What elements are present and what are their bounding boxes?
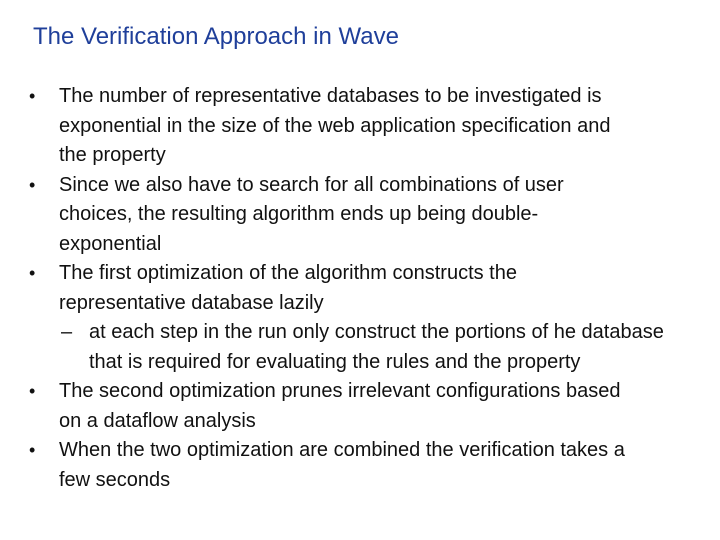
bullet-item [0,82,640,171]
sub-bullet-text: at each step in the run only construct the portions of he database that is required for evaluating the rules and the property [89,321,664,373]
bullet-item [0,436,640,495]
sub-bullet-item [0,318,690,377]
bullet-text: The second optimization prunes irrelevant configurations based on a dataflow analysis [59,380,621,432]
bullet-marker: • [29,86,36,106]
sub-bullet-marker: – [61,321,73,343]
bullet-marker: • [29,381,36,401]
bullet-item [0,259,640,318]
bullet-item [0,377,640,436]
bullet-marker: • [29,174,36,195]
bullet-marker: • [29,263,36,283]
bullet-text: When the two optimization are combined the verification takes a few seconds [59,439,625,491]
slide-title: The Verification Approach in Wave [33,23,399,50]
bullet-item [0,171,640,260]
bullet-text: Since we also have to search for all combinations of user choices, the resulting algorithm ends up being double-exponential [59,173,564,255]
bullet-text: The first optimization of the algorithm constructs the representative database lazily [59,262,517,314]
bullet-list [0,82,720,495]
bullet-marker: • [29,440,36,460]
bullet-text: The number of representative databases to be investigated is exponential in the size of the web application specification and the property [59,85,611,166]
